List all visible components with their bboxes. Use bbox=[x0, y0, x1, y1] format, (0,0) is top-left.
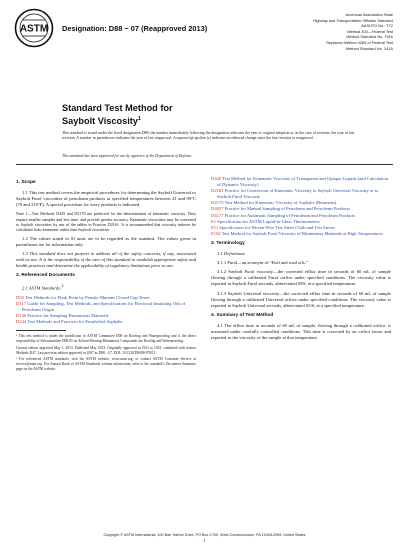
reference-id[interactable]: D4057 bbox=[211, 206, 224, 212]
meta-line: Method Standard No. 141A bbox=[345, 45, 393, 51]
paragraph-1-2: 1.2 The values stated in SI units are to be regarded as the standard. The values given in parentheses are for information only. bbox=[16, 235, 196, 247]
paragraph-3-1: 3.1 Definitions: bbox=[217, 251, 246, 257]
reference-id[interactable]: D2161 bbox=[211, 188, 224, 194]
reference-id[interactable]: E102 bbox=[211, 230, 221, 236]
reference-id[interactable]: D117 bbox=[16, 300, 27, 306]
reference-id[interactable]: E1 bbox=[211, 218, 217, 224]
reference-title[interactable]: Test Methods and Practices for Emulsified Asphalts bbox=[27, 319, 123, 325]
meta-line: Replaces Method 4285 of Federal Test bbox=[326, 39, 393, 45]
reference-id[interactable]: D4177 bbox=[211, 212, 224, 218]
reference-list bbox=[16, 295, 196, 325]
meta-line: Highway and Transportation Officials Standard bbox=[312, 17, 393, 23]
reference-id[interactable]: D140 bbox=[16, 313, 27, 319]
reference-list-continued bbox=[211, 176, 391, 237]
copyright-line: Copyright © ASTM International, 100 Barr Harbor Drive, PO Box C700, West Conshohocken, PA 19428-2959. United States bbox=[103, 533, 306, 537]
reference-title[interactable]: Test Methods for Flash Point by Pensky-Martens Closed Cup Tester bbox=[25, 294, 150, 300]
reference-title[interactable]: Practice for Conversion of Kinematic Viscosity to Saybolt Universal Viscosity or to Saybolt Furol Viscosity bbox=[217, 188, 379, 200]
reference-title[interactable]: Test Method for Kinematic Viscosity of Asphalts (Bitumens) bbox=[224, 200, 337, 206]
footnote-mark-2: 2 bbox=[61, 284, 64, 289]
meta-line: American Association State bbox=[345, 12, 393, 17]
section-references-heading: 2. Referenced Documents bbox=[16, 273, 75, 279]
reference-item[interactable] bbox=[211, 176, 391, 188]
title-footnote-mark: 1 bbox=[137, 116, 141, 122]
title-line-1: Standard Test Method for bbox=[62, 103, 173, 113]
reference-id[interactable]: D2170 bbox=[211, 200, 224, 206]
footnote-1-edition: Current edition approved May 1, 2013. Published May 2013. Originally approved in 1921 to 1923, combined with former Methods D47. Last previous edition approved in 2007 as D88 – 07. DOI: 10.1520/D0088-07R13 bbox=[16, 345, 196, 355]
reference-id[interactable]: D93 bbox=[16, 294, 24, 300]
astm-logo bbox=[14, 8, 54, 48]
section-scope-heading: 1. Scope bbox=[16, 180, 36, 185]
svg-text:ASTM: ASTM bbox=[19, 23, 49, 35]
reference-title[interactable]: Test Method for Saybolt Furol Viscosity of Bituminous Materials at High Temperatures bbox=[221, 230, 383, 236]
page-number: 1 bbox=[203, 538, 206, 543]
right-column bbox=[211, 176, 391, 344]
section-terminology-heading: 3. Terminology bbox=[211, 240, 245, 246]
reference-title[interactable]: Guide for Sampling, Test Methods, and Specifications for Electrical Insulating Oils of Petroleum Origin bbox=[22, 300, 186, 312]
footnote-1: ¹ This test method is under the jurisdiction of ASTM Committee D08 on Roofing and Waterproofing and is the direct responsibility of Subcommittee D08.05 on Solvent-Bearing Bituminous Compounds for Roofing and Waterproofing. bbox=[16, 334, 196, 344]
approval-note: This standard has been approved for use by agencies of the Department of Defense. bbox=[62, 154, 193, 158]
astm-standards-text: 2.1 ASTM Standards: bbox=[22, 285, 62, 291]
reference-id[interactable]: E11 bbox=[211, 224, 219, 230]
reference-title[interactable]: Specification for Woven Wire Test Sieve Cloth and Test Sieves bbox=[219, 224, 336, 230]
paragraph-1-3: 1.3 This standard does not purport to address all of the safety concerns, if any, associated with its use. It is the responsibility of the user of this standard to establish appropriate safety and health practices and determine the applicability of regulatory limitations prior to use. bbox=[16, 250, 196, 268]
header-meta bbox=[263, 12, 393, 51]
title-main: Saybolt Viscosity bbox=[62, 116, 138, 127]
paragraph-3-1-2: 3.1.2 Saybolt Furol viscosity—the corrected efflux time in seconds of 60 mL of sample flowing through a calibrated Furol orifice under specified conditions. The viscosity value is reported in Saybolt Furol seconds, abbreviated SFS, at a specified temperature. bbox=[211, 269, 391, 287]
paragraph-3-1-3: 3.1.3 Saybolt Universal viscosity—the corrected efflux time in seconds of 60 mL of sample flowing through a calibrated Universal orifice under specified conditions. The viscosity value is reported in Saybolt Universal seconds, abbreviated SUS, at a specified temperature. bbox=[211, 290, 391, 308]
section-summary-heading: 4. Summary of Test Method bbox=[211, 312, 274, 318]
reference-id[interactable]: D244 bbox=[16, 319, 27, 325]
reference-title[interactable]: Test Method for Kinematic Viscosity of Transparent and Opaque Liquids (and Calculation of Dynamic Viscosity) bbox=[217, 176, 389, 188]
reference-title[interactable]: Practice for Sampling Bituminous Materials bbox=[27, 313, 109, 319]
footnote-2: ² For referenced ASTM standards, visit the ASTM website, www.astm.org, or contact ASTM Customer Service at service@astm.org. For Annual Book of ASTM Standards volume information, refer to the standard’s Document Summary page on the ASTM website. bbox=[16, 357, 196, 371]
reference-id[interactable]: D445 bbox=[211, 176, 222, 181]
paragraph-3-1-1: 3.1.1 Furol—an acronym of “Fuel and road oils.” bbox=[217, 260, 308, 266]
designation: Designation: D88 − 07 (Reapproved 2013) bbox=[62, 24, 208, 33]
reference-item[interactable] bbox=[16, 319, 196, 325]
note-1: Note 1—Test Methods D445 and D2170 are preferred for the determination of kinematic viscosity. They require smaller samples and less time, and provide greater accuracy. Kinematic viscosities may be converted to Saybolt viscosities by use of the tables in Practice D2161. It is recommended that viscosity indexes be calculated from kinematic rather than Saybolt viscosities. bbox=[16, 211, 196, 233]
reference-title[interactable]: Practice for Automatic Sampling of Petroleum and Petroleum Products bbox=[224, 212, 356, 218]
reference-title[interactable]: Specification for ASTM Liquid-in-Glass Thermometers bbox=[217, 218, 320, 224]
meta-line: Method Standard No. 791b bbox=[346, 34, 393, 40]
header-divider bbox=[16, 164, 393, 165]
reference-item[interactable] bbox=[211, 188, 391, 200]
footnote-divider bbox=[16, 330, 66, 331]
meta-line: Method 304—Federal Test bbox=[347, 28, 393, 34]
astm-standards-label bbox=[16, 283, 196, 292]
reference-title[interactable]: Practice for Manual Sampling of Petroleum and Petroleum Products bbox=[224, 206, 350, 212]
paragraph-1-1: 1.1 This test method covers the empirical procedures for determining the Saybolt Universal or Saybolt Furol viscosities of petroleum products at specified temperatures between 21 and 99°C (70 and 210°F). A special procedure for waxy products is indicated. bbox=[16, 190, 196, 208]
issuance-note: This standard is issued under the fixed designation D88; the number immediately following the designation indicates the year of original adoption or, in the case of revision, the year of last revision. A number in parentheses indicates the year of last reapproval. A superscript epsilon (ε) indicates an editorial change since the last revision or reapproval. bbox=[62, 131, 355, 141]
document-title bbox=[62, 103, 173, 127]
reference-item[interactable] bbox=[211, 231, 391, 237]
left-column bbox=[16, 176, 196, 374]
title-line-2 bbox=[62, 114, 173, 127]
reference-item[interactable] bbox=[16, 301, 196, 313]
meta-line: AASHTO No.: T72 bbox=[361, 23, 393, 29]
paragraph-4-1: 4.1 The efflux time in seconds of 60 mL of sample, flowing through a calibrated orifice, is measured under carefully controlled conditions. This time is corrected by an orifice factor and reported as the viscosity of the sample at that temperature. bbox=[211, 322, 391, 341]
